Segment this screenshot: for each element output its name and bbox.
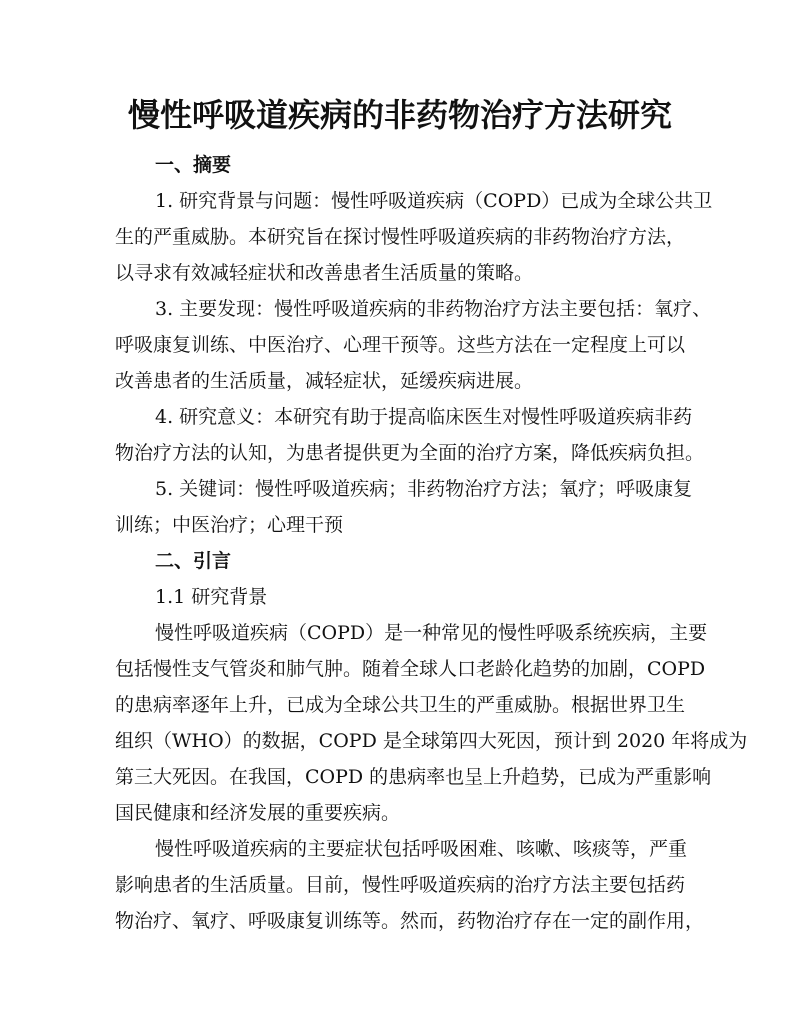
paragraph-line: 慢性呼吸道疾病（COPD）是一种常见的慢性呼吸系统疾病，主要 <box>155 622 708 644</box>
paragraph-line: 生的严重威胁。本研究旨在探讨慢性呼吸道疾病的非药物治疗方法， <box>115 226 686 248</box>
paragraph-line: 5. 关键词：慢性呼吸道疾病；非药物治疗方法；氧疗；呼吸康复 <box>155 478 693 500</box>
paragraph-line: 物治疗方法的认知，为患者提供更为全面的治疗方案，降低疾病负担。 <box>115 442 705 464</box>
document-title: 慢性呼吸道疾病的非药物治疗方法研究 <box>127 96 672 134</box>
paragraph-line: 3. 主要发现：慢性呼吸道疾病的非药物治疗方法主要包括：氧疗、 <box>155 298 712 320</box>
paragraph-line: 训练；中医治疗；心理干预 <box>115 514 344 536</box>
section-heading-introduction: 二、引言 <box>155 550 232 572</box>
paragraph-line: 1. 研究背景与问题：慢性呼吸道疾病（COPD）已成为全球公共卫 <box>155 190 713 212</box>
subsection-heading: 1.1 研究背景 <box>155 586 268 608</box>
section-heading-abstract: 一、摘要 <box>155 154 232 176</box>
paragraph-line: 慢性呼吸道疾病的主要症状包括呼吸困难、咳嗽、咳痰等，严重 <box>155 838 688 860</box>
paragraph-line: 的患病率逐年上升，已成为全球公共卫生的严重威胁。根据世界卫生 <box>115 694 686 716</box>
paragraph-line: 呼吸康复训练、中医治疗、心理干预等。这些方法在一定程度上可以 <box>115 334 686 356</box>
paragraph-line: 改善患者的生活质量，减轻症状，延缓疾病进展。 <box>115 370 534 392</box>
paragraph-line: 国民健康和经济发展的重要疾病。 <box>115 802 401 824</box>
paragraph-line: 物治疗、氧疗、呼吸康复训练等。然而，药物治疗存在一定的副作用， <box>115 910 705 932</box>
paragraph-line: 影响患者的生活质量。目前，慢性呼吸道疾病的治疗方法主要包括药 <box>115 874 686 896</box>
paragraph-line: 第三大死因。在我国，COPD 的患病率也呈上升趋势，已成为严重影响 <box>115 766 712 788</box>
paragraph-line: 包括慢性支气管炎和肺气肿。随着全球人口老龄化趋势的加剧，COPD <box>115 658 706 680</box>
paragraph-line: 以寻求有效减轻症状和改善患者生活质量的策略。 <box>115 262 534 284</box>
paragraph-line: 组织（WHO）的数据，COPD 是全球第四大死因，预计到 2020 年将成为 <box>115 730 748 752</box>
paragraph-line: 4. 研究意义：本研究有助于提高临床医生对慢性呼吸道疾病非药 <box>155 406 693 428</box>
